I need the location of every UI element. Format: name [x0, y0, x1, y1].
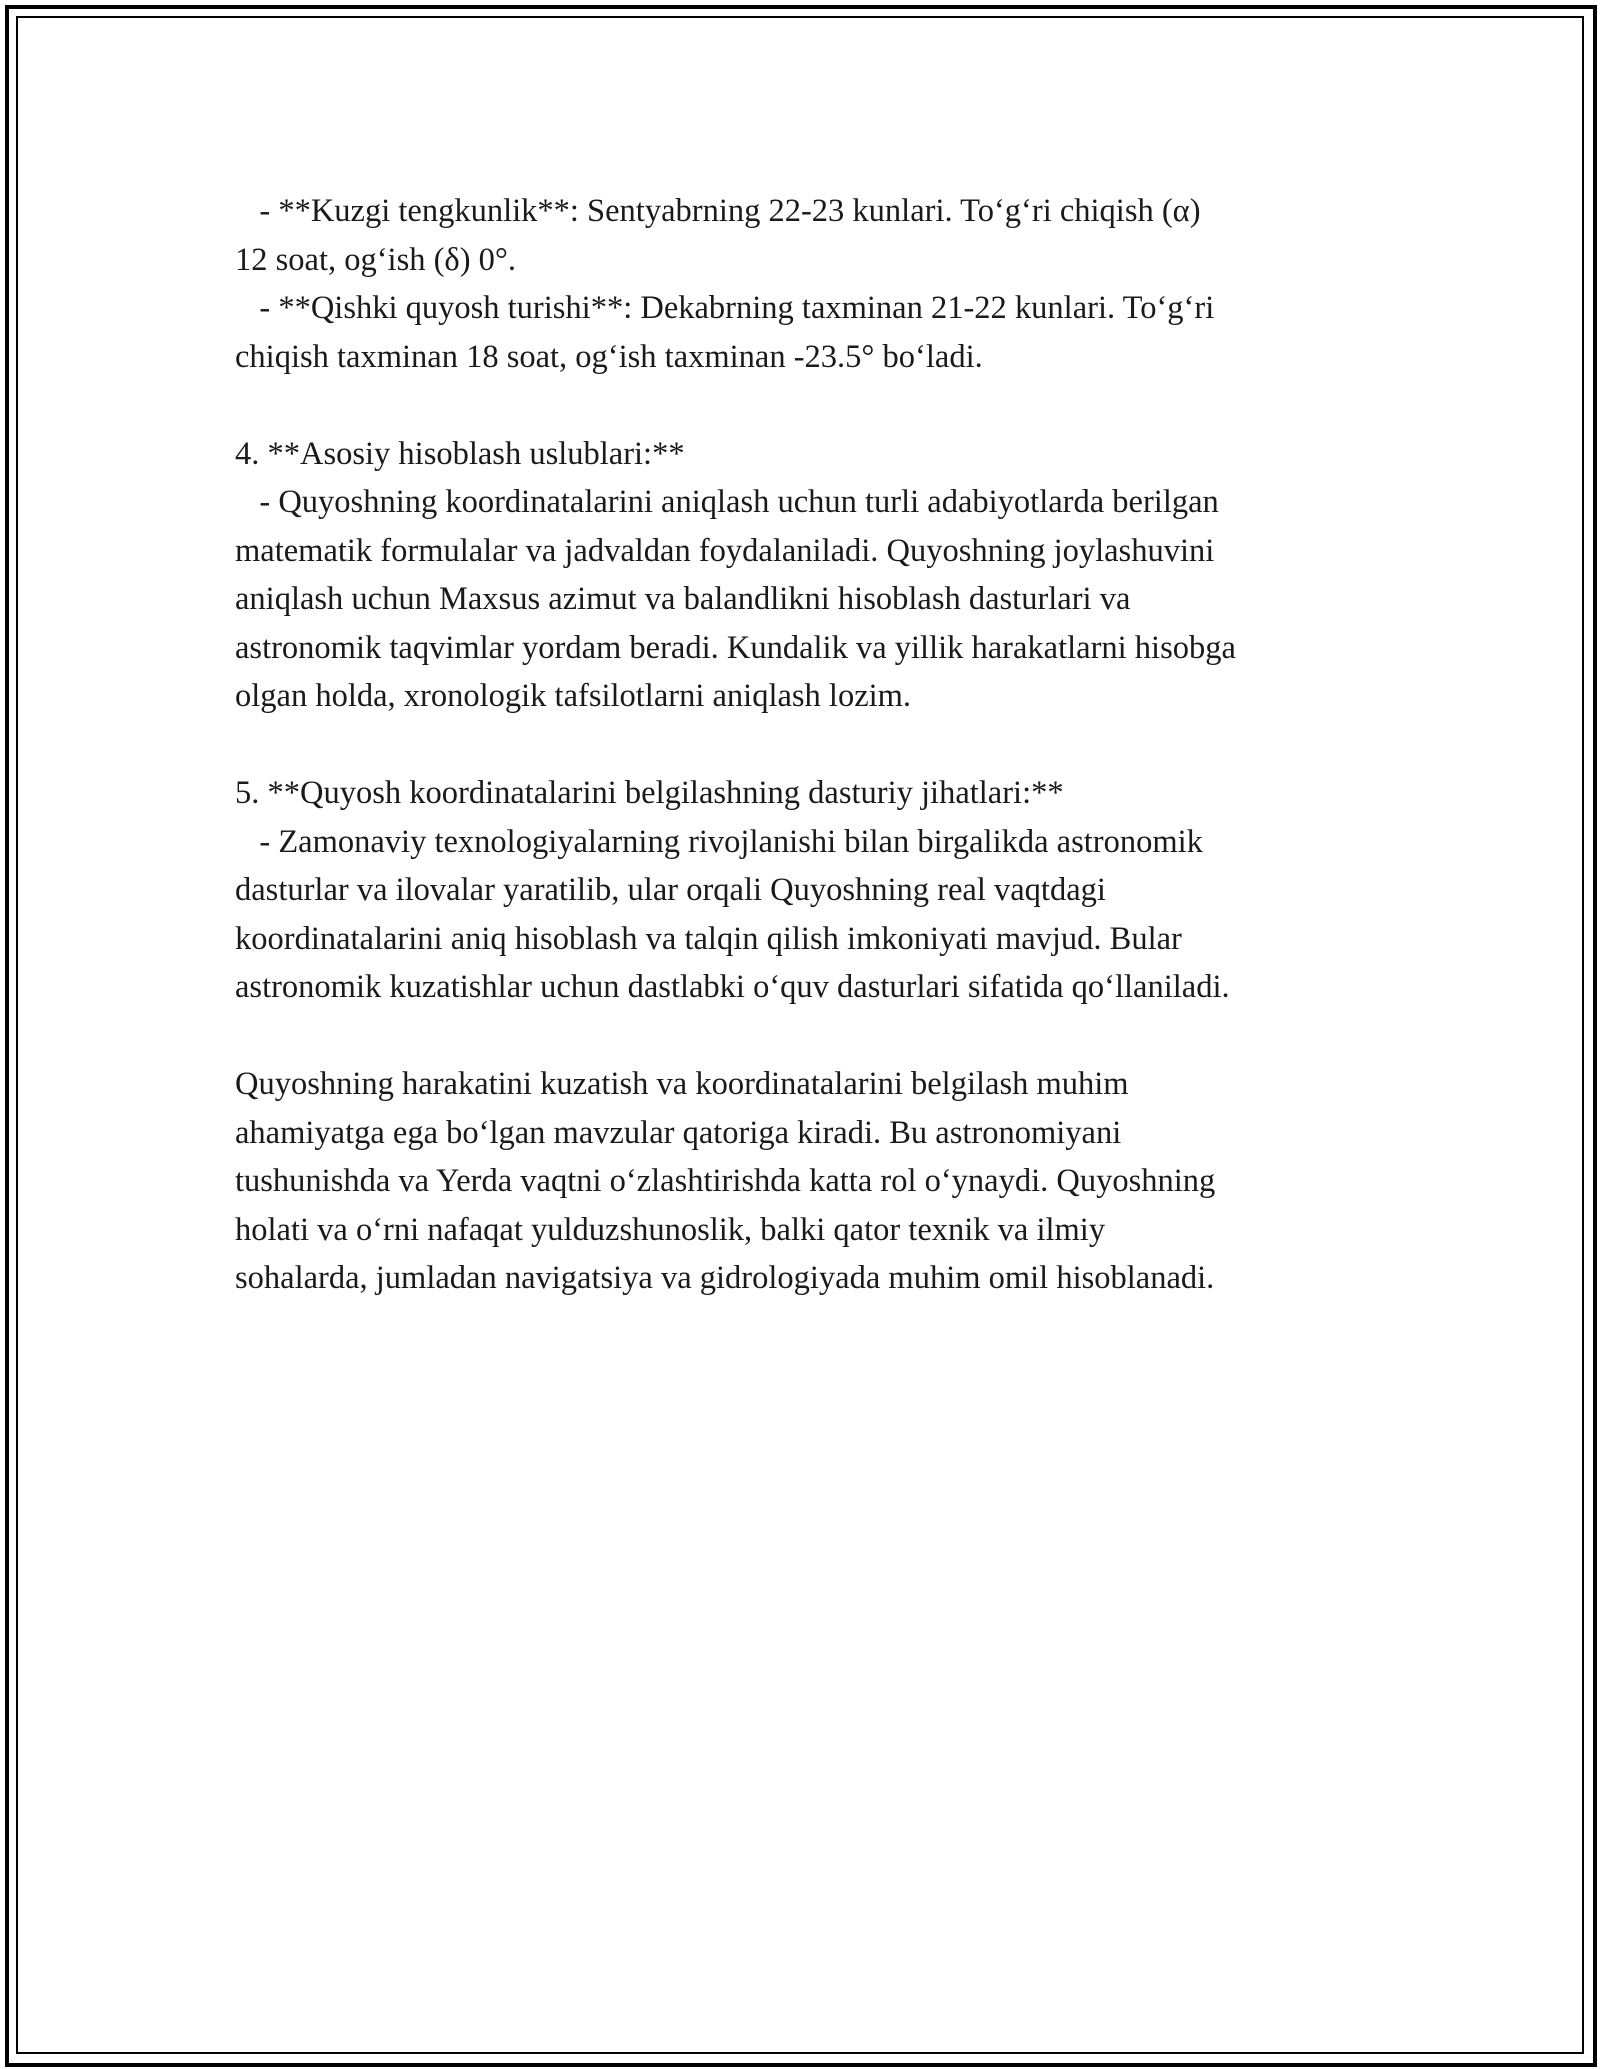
- document-body-text: - **Kuzgi tengkunlik**: Sentyabrning 22-23 kunlari. To‘g‘ri chiqish (α) 12 soat, og‘ish (δ) 0°. - **Qishki quyosh turishi**: Dekabrning taxminan 21-22 kunlari. To‘g‘ri chiqish taxminan 18 soat, og‘ish taxminan -23.5° bo‘ladi. 4. **Asosiy hisoblash uslublari:** - Quyoshning koordinatalarini aniqlash uchun turli adabiyotlarda berilgan matematik formulalar va jadvaldan foydalaniladi. Quyoshning joylashuvini aniqlash uchun Maxsus azimut va balandlikni hisoblash dasturlari va astronomik taqvimlar yordam beradi. Kundalik va yillik harakatlarni hisobga olgan holda, xronologik tafsilotlarni aniqlash lozim. 5. **Quyosh koordinatalarini belgilashning dasturiy jihatlari:** - Zamonaviy texnologiyalarning rivojlanishi bilan birgalikda astronomik dasturlar va ilovalar yaratilib, ular orqali Quyoshning real vaqtdagi koordinatalarini aniq hisoblash va talqin qilish imkoniyati mavjud. Bular astronomik kuzatishlar uchun dastlabki o‘quv dasturlari sifatida qo‘llaniladi. Quyoshning harakatini kuzatish va koordinatalarini belgilash muhim ahamiyatga ega bo‘lgan mavzular qatoriga kiradi. Bu astronomiyani tushunishda va Yerda vaqtni o‘zlashtirishda katta rol o‘ynaydi. Quyoshning holati va o‘rni nafaqat yulduzshunoslik, balki qator texnik va ilmiy sohalarda, jumladan navigatsiya va gidrologiyada muhim omil hisoblanadi.: [235, 193, 1236, 1296]
